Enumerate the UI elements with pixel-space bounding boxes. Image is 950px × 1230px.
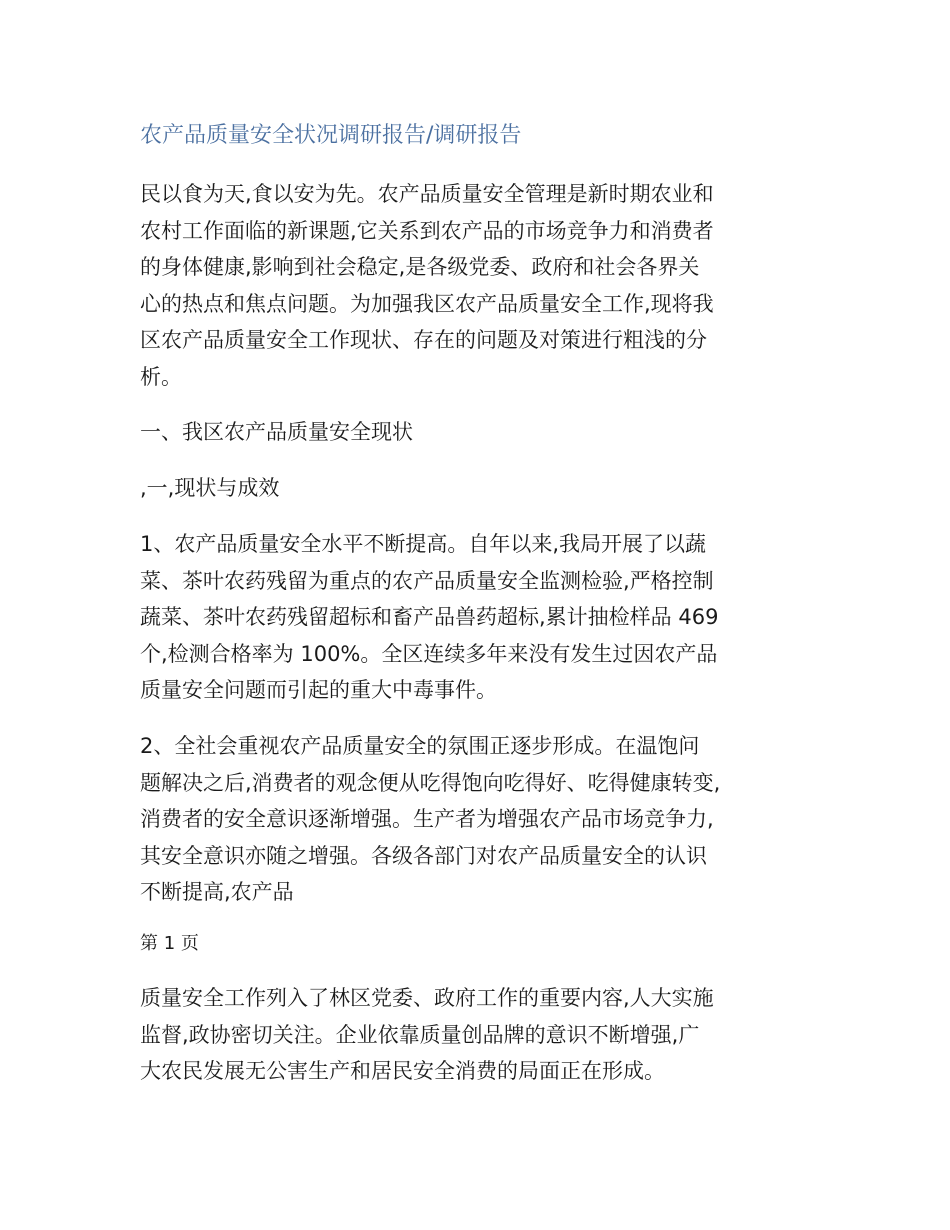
item1-line: 质量安全问题而引起的重大中毒事件。 [140,678,497,702]
item1-line: 1、农产品质量安全水平不断提高。自年以来,我局开展了以蔬 [140,532,707,556]
continuation-line: 大农民发展无公害生产和居民安全消费的局面正在形成。 [140,1059,665,1083]
page-number: 第 1 页 [140,933,199,954]
item2-line: 消费者的安全意识逐渐增强。生产者为增强农产品市场竞争力, [140,807,714,831]
item1-paragraph [140,526,815,709]
item2-line: 2、全社会重视农产品质量安全的氛围正逐步形成。在温饱问 [140,734,700,758]
continuation-line: 监督,政协密切关注。企业依靠质量创品牌的意识不断增强,广 [140,1022,700,1047]
subsection-heading: ,一,现状与成效 [140,476,280,500]
item2-line: 不断提高,农产品 [140,880,294,904]
section-heading: 一、我区农产品质量安全现状 [140,420,413,444]
intro-line: 的身体健康,影响到社会稳定,是各级党委、政府和社会各界关 [140,255,700,279]
item1-line: 蔬菜、茶叶农药残留超标和畜产品兽药超标,累计抽检样品 469 [140,605,719,629]
intro-line: 区农产品质量安全工作现状、存在的问题及对策进行粗浅的分 [140,328,707,352]
item2-paragraph [140,728,815,911]
continuation-paragraph [140,980,815,1090]
intro-line: 农村工作面临的新课题,它关系到农产品的市场竞争力和消费者 [140,218,714,243]
intro-line: 析。 [140,364,182,389]
intro-line: 民以食为天,食以安为先。农产品质量安全管理是新时期农业和 [140,182,714,206]
item1-line: 个,检测合格率为 100%。全区连续多年来没有发生过因农产品 [140,641,718,666]
intro-paragraph [140,176,815,395]
item2-line: 题解决之后,消费者的观念便从吃得饱向吃得好、吃得健康转变, [140,770,721,795]
document-title: 农产品质量安全状况调研报告/调研报告 [140,123,522,148]
intro-line: 心的热点和焦点问题。为加强我区农产品质量安全工作,现将我 [140,291,714,316]
continuation-line: 质量安全工作列入了林区党委、政府工作的重要内容,人大实施 [140,986,714,1010]
item2-line: 其安全意识亦随之增强。各级各部门对农产品质量安全的认识 [140,843,707,868]
item1-line: 菜、茶叶农药残留为重点的农产品质量安全监测检验,严格控制 [140,568,714,593]
